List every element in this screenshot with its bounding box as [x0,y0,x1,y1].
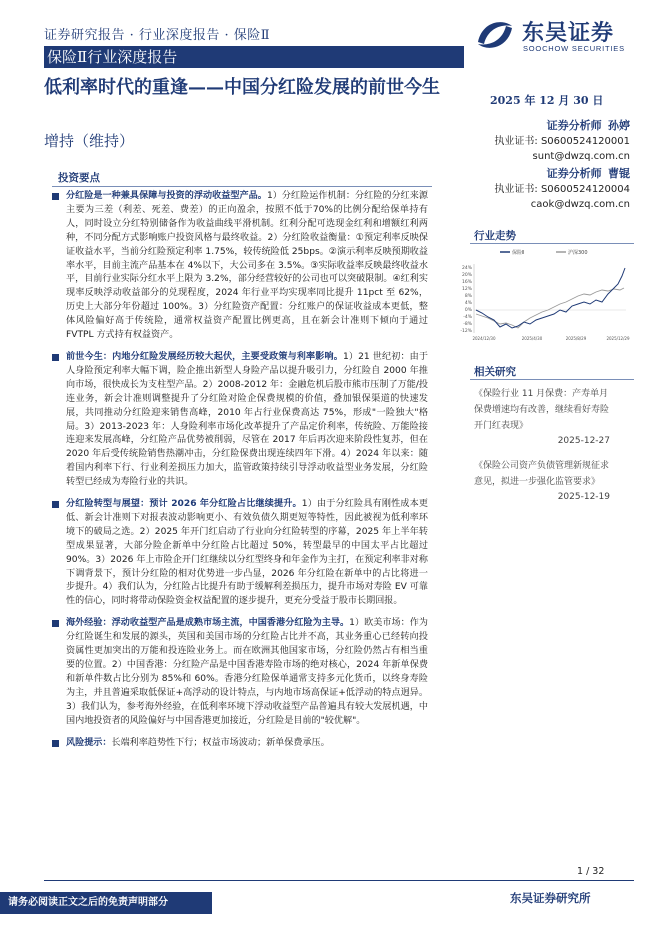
section-heading-trend: 行业走势 [474,230,516,242]
analyst-license-label: 执业证书: [494,136,538,147]
section-heading-investment: 投资要点 [58,172,100,184]
x-tick: 2025/4/30 [521,336,543,341]
bullet-icon [52,354,59,361]
report-date: 2025 年 12 月 30 日 [490,94,604,107]
analyst-card [470,166,630,212]
section-heading-related: 相关研究 [474,366,516,378]
legend-label-csi300: 沪深300 [568,250,588,256]
analyst-email[interactable]: caok@dwzq.com.cn [530,199,630,210]
point-lead: 海外经验：浮动收益型产品是成熟市场主流，中国香港分红险为主导。 [66,618,350,629]
y-tick: -8% [463,322,472,327]
logo-name: 东吴证券 [522,21,615,46]
point-lead: 前世今生：内地分红险发展经历较大起伏，主要受政策与利率影响。 [66,351,343,362]
analyst-email[interactable]: sunt@dwzq.com.cn [532,151,630,162]
point-body: 1）由于分红险具有刚性成本更低、新会计准则下对报表波动影响更小、有效负债久期更短等特性，因此被视为低利率环境下的破局之选。2）2025 年开门红启动了行业向分红险转型的序幕，2025 年上半年转型成果显著，大部分险企新单中分红险占比超过 50%，转型最早的中国太平占比超过 90%。3）2026 年上市险企开门红继续以分红型终身和年金作为主打，在预定利率非对称下调背景下，预计分红险的相对优势进一步凸显，2026 年分红险在新单中的占比将进一步提升。4）我们认为，分红险占比提升有助于缓解利差损压力，提升市场对寿险 EV 可靠性的信心，同时将带动保险资金权益配置的逐步提升，更充分受益于股市长期回报。 [66,499,428,607]
y-tick: 12% [461,287,472,292]
bullet-icon [52,501,59,508]
industry-trend-chart [448,244,633,344]
y-tick: 20% [461,273,472,278]
point-body: 1）欧美市场：作为分红险诞生和发展的源头，英国和美国市场的分红险占比并不高，其业务重心已经转向投资属性更加突出的万能和投连险业务上。而在欧洲其他国家市场，分红险仍然占有相当重要的位置。2）中国香港：分红险产品是中国香港寿险市场的绝对核心，2024 年新单保费和新单件数占比分别为 85%和 60%。香港分红险保单通常支持多元化货币，以终身寿险为主，并且普遍采取低保证+高浮动的设计特点，与内地市场高保证+低浮动的特点迥异。3）我们认为，参考海外经验，在低利率环境下浮动收益型产品普遍具有较大发展机遇，中国内地投资者的风险偏好与中国香港更加接近，分红险是目前的"较优解"。 [66,618,428,726]
investment-point [52,617,428,728]
point-lead: 分红险是一种兼具保障与投资的浮动收益型产品。 [66,191,267,201]
rating-label: 增持（维持） [44,132,135,150]
logo-subtitle: SOOCHOW SECURITIES [523,44,625,53]
series-line-csi300 [476,288,624,328]
company-logo [470,10,650,62]
analyst-license: S0600524120001 [540,136,630,147]
point-body: 1）21 世纪初：由于人身险预定利率大幅下调，险企推出新型人身险产品以提升吸引力，分红险自 2000 年推向市场，很快成长为支柱型产品。2）2008-2012 年：金融危机后股市熊市压制了万能/投连业务，新会计准则调整提升了分红险对险企保费规模的价值，叠加银保渠道的快速发展，共同推动分红险迎来销售高峰，2010 年占行业保费高达 75%，形成"一险独大"格局。3）2013-2023 年：人身险利率市场化改革提升了产品定价利率，传统险、万能险接连迎来发展高峰，分红险产品优势被削弱，尽管在 2017 年后再次迎来阶段性复苏，但在 2020 年后受传统险销售热潮冲击，分红险保费出现连续四年下滑。4）2024 年以来：随着国内利率下行、行业利差损压力加大，监管政策持续引导浮动收益型业务发展，分红险转型已经成为寿险行业的共识。 [66,351,428,488]
y-tick: 8% [464,294,472,299]
bullet-icon [52,740,59,747]
bullet-icon [52,620,59,627]
y-tick: 0% [464,308,472,313]
page-title: 低利率时代的重逢——中国分红险发展的前世今生 [44,77,440,98]
bullet-icon [52,193,59,200]
analyst-role: 证券分析师 [546,119,602,132]
y-tick: 16% [461,280,472,285]
x-tick: 2025/12/29 [606,336,630,341]
investment-point [52,498,428,609]
related-report-link[interactable]: 《保险公司资产负债管理新规征求意见，拟进一步强化监管要求》 [474,461,610,487]
investment-point [52,737,428,751]
disclaimer-banner: 请务必阅读正文之后的免责声明部分 [0,892,212,914]
investment-point [52,351,428,490]
point-body: 长端利率趋势性下行；权益市场波动；新单保费承压。 [111,737,330,748]
x-tick: 2024/12/30 [472,336,496,341]
report-breadcrumb: 证券研究报告 · 行业深度报告 · 保险Ⅱ [44,28,271,43]
analyst-role: 证券分析师 [546,167,602,180]
y-tick: -12% [460,329,472,334]
analyst-card [470,118,630,164]
analyst-name: 曹锟 [608,167,630,180]
x-tick: 2025/8/29 [565,336,587,341]
logo-mark-icon [472,12,518,58]
series-line-insurance [476,268,625,328]
footer-divider [44,880,634,881]
point-lead: 风险提示： [66,737,112,748]
institute-name: 东吴证券研究所 [510,891,591,905]
analyst-license: S0600524120004 [540,184,630,195]
page-number: 1 / 32 [577,866,605,877]
divider [470,379,634,380]
analyst-name: 孙婷 [608,119,630,132]
divider [52,186,432,187]
y-tick: 4% [464,301,472,306]
related-report-link[interactable]: 《保险行业 11 月保费：产寿单月保费增速均有改善，继续看好寿险开门红表现》 [474,389,610,431]
report-type-bar: 保险Ⅱ行业深度报告 [44,46,464,68]
analyst-license-label: 执业证书: [494,184,538,195]
related-report-date: 2025-12-19 [557,492,610,502]
y-tick: 24% [461,266,472,271]
legend-label-insurance: 保险Ⅱ [512,250,525,256]
point-body: 1）分红险运作机制：分红险的分红来源主要为三差（利差、死差、费差）的正向盈余，按照不低于70%的比例分配给保单持有人，同时设立分红特别储备作为收益曲线平滑机制。红利分配可选现金红利和增额红利两种，不同分配方式影响账户投资风格与最终收益。2）分红险收益衡量：①预定利率反映保证收益水平，当前分红险预定利率 1.75%，较传统险低 25bps。②演示利率反映预期收益率水平，目前主流产品基本在 4%以下，大公司多在 3.5%。③实际收益率反映最终收益水平，目前行业实际分红水平上限为 3.2%，部分经营较好的公司也可以突破限制。④红利实现率反映浮动收益部分的兑现程度，2024 年行业平均实现率同比提升 11pct 至 62%，历史上大部分年份超过 100%。3）分红险资产配置：分红账户的保证收益成本更低，整体风险偏好高于传统险，通常权益资产配置比例更高，且在新会计准则下倾向于通过 FVTPL 方式持有权益资产。 [66,191,428,341]
y-tick: -4% [463,315,472,320]
point-lead: 分红险转型与展望：预计 2026 年分红险占比继续提升。 [66,499,302,510]
investment-point [52,190,428,343]
investment-points [52,190,428,758]
related-report-date: 2025-12-27 [557,436,610,446]
